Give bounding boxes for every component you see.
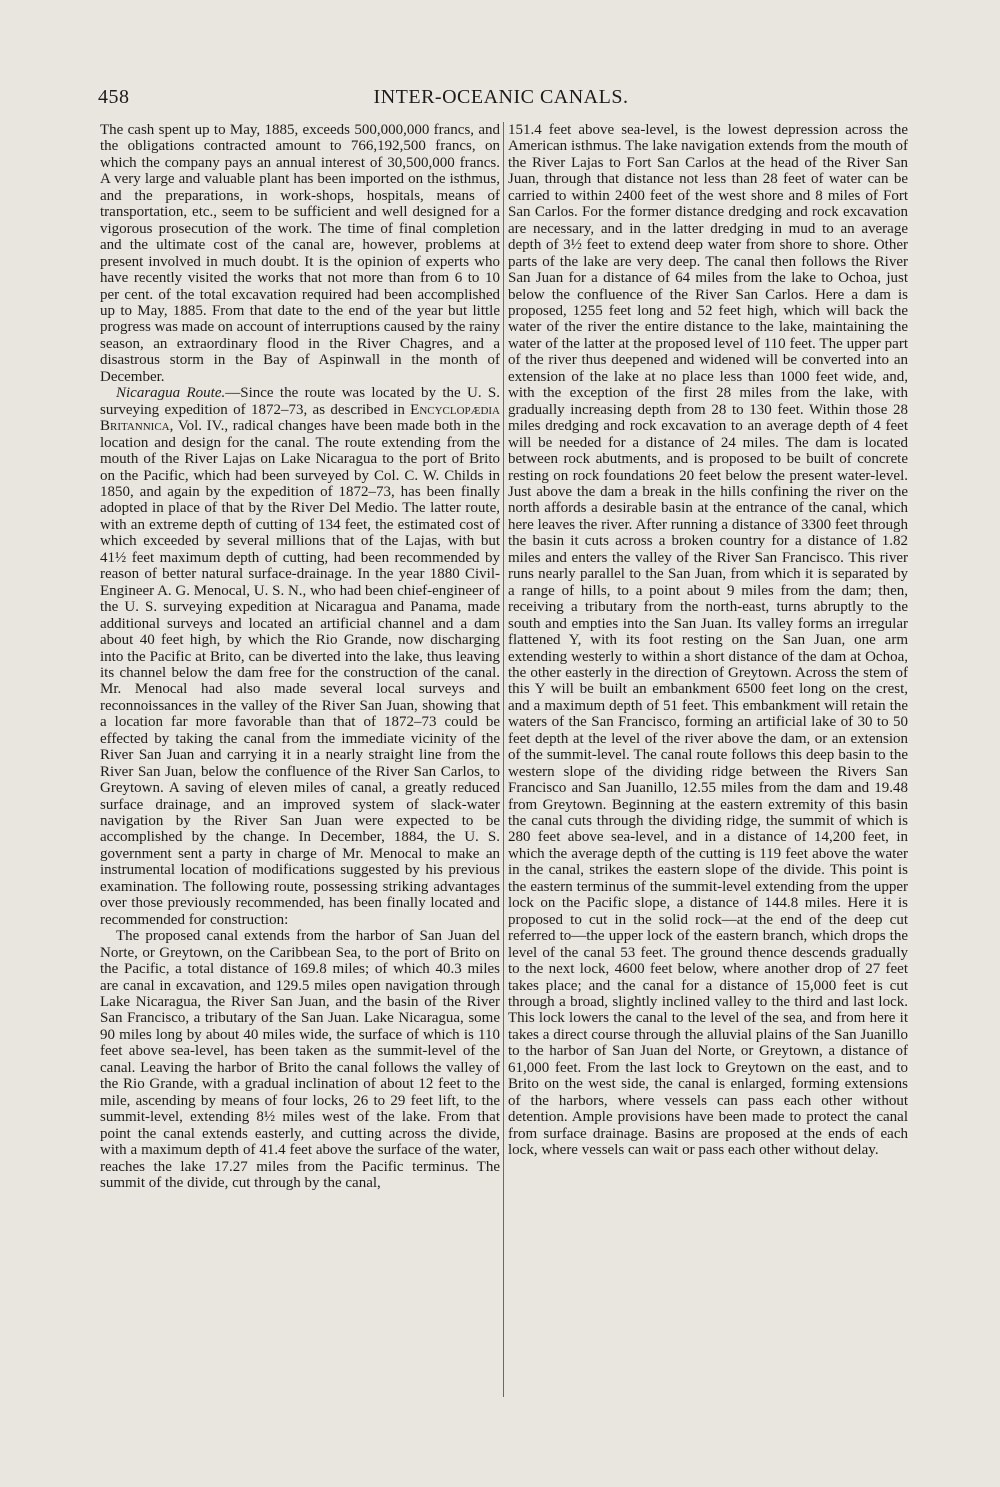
running-title: INTER-OCEANIC CANALS. <box>373 86 629 108</box>
paragraph-text-segment: —Since the route was located by the U. S. surveying expedition of 1872–73, as described in <box>100 385 500 418</box>
page-header <box>98 84 904 110</box>
paragraph-text-segment: , Vol. IV., radical changes have been made both in the location and design for the canal. The route extending from the mouth of the River Lajas on Lake Nicaragua to the port of Brito on the Pacific, which had been surveyed by Col. C. W. Childs in 1850, and again by the expedition of 1872–73, has been finally adopted in place of that by the River Del Medio. The latter route, with an extreme depth of cutting of 134 feet, the estimated cost of which exceeded by several millions that of the Lajas, with but 41½ feet maximum depth of cutting, had been recommended by reason of better natural surface-drainage. In the year 1880 Civil-Engineer A. G. Menocal, U. S. N., who had been chief-engineer of the U. S. surveying expedition at Nicaragua and Panama, made additional surveys and located an artificial channel and a dam about 40 feet high, by which the Rio Grande, now discharging into the Pacific at Brito, can be diverted into the lake, thus leaving its channel below the dam free for the construction of the canal. Mr. Menocal had also made several local surveys and reconnoissances in the valley of the River San Juan, showing that a location far more favorable than that of 1872–73 could be effected by taking the canal from the immediate vicinity of the River San Juan and carrying it in a nearly straight line from the River San Juan, below the confluence of the River San Carlos, to Greytown. A saving of eleven miles of canal, a greatly reduced surface drainage, and an improved system of slack-water navigation by the River San Juan were expected to be accomplished by the change. In December, 1884, the U. S. government sent a party in charge of Mr. Menocal to make an instrumental location of modifications suggested by his previous examination. The following route, possessing striking advantages over those previously recommended, has been finally located and recommended for construction: <box>100 418 500 928</box>
left-column <box>100 122 500 1402</box>
section-heading-nicaragua-route: Nicaragua Route. <box>116 385 226 402</box>
page-number: 458 <box>98 86 130 108</box>
paragraph-nicaragua-route <box>100 385 500 928</box>
encyclopaedia-reference: Encyclopædia Britannica <box>100 401 500 435</box>
column-divider <box>503 122 504 1397</box>
right-column <box>508 122 908 1402</box>
paragraph-proposed-canal: The proposed canal extends from the harbor of San Juan del Norte, or Greytown, on the Caribbean Sea, to the port of Brito on the Pacific, a total distance of 169.8 miles; of which 40.3 miles are canal in excavation, and 129.5 miles open navigation through Lake Nicaragua, the River San Juan, and the basin of the River San Francisco, a tributary of the San Juan. Lake Nicaragua, some 90 miles long by about 40 miles wide, the surface of which is 110 feet above sea-level, has been taken as the summit-level of the canal. Leaving the harbor of Brito the canal follows the valley of the Rio Grande, with a gradual inclination of about 12 feet to the mile, ascending by means of four locks, 26 to 29 feet lift, to the summit-level, extending 8½ miles west of the lake. From that point the canal extends easterly, and cutting across the divide, with a maximum depth of 41.4 feet above the surface of the water, reaches the lake 17.27 miles from the Pacific terminus. The summit of the divide, cut through by the canal, <box>100 928 500 1191</box>
paragraph-panama-cost: The cash spent up to May, 1885, exceeds 500,000,000 francs, and the obligations contracted amount to 766,192,500 francs, on which the company pays an annual interest of 30,500,000 francs. A very large and valuable plant has been imported on the isthmus, and the preparations, in work-shops, hospitals, means of transportation, etc., seem to be sufficient and well designed for a vigorous prosecution of the work. The time of final completion and the ultimate cost of the canal are, however, problems at present involved in much doubt. It is the opinion of experts who have recently visited the works that not more than from 6 to 10 per cent. of the total excavation required had been accomplished up to May, 1885. From that date to the end of the year but little progress was made on account of interruptions caused by the rainy season, an extraordinary flood in the River Chagres, and a disastrous storm in the Bay of Aspinwall in the month of December. <box>100 122 500 385</box>
paragraph-route-description: 151.4 feet above sea-level, is the lowest depression across the American isthmus. The lake navigation extends from the mouth of the River Lajas to Fort San Carlos at the head of the River San Juan, through that distance not less than 28 feet of water can be carried to within 2400 feet of the west shore and 8 miles of Fort San Carlos. For the former distance dredging and rock excavation are necessary, and in the latter dredging in mud to an average depth of 3½ feet to extend deep water from shore to shore. Other parts of the lake are very deep. The canal then follows the River San Juan for a distance of 64 miles from the lake to Ochoa, just below the confluence of the River San Carlos. Here a dam is proposed, 1255 feet long and 52 feet high, which will back the water of the river the entire distance to the lake, maintaining the water of the latter at the proposed level of 110 feet. The upper part of the river thus deepened and widened will be converted into an extension of the lake at no place less than 1000 feet wide, and, with the exception of the first 28 miles from the lake, with gradually increasing depth from 28 to 130 feet. Within those 28 miles dredging and rock excavation to an average depth of 4 feet will be needed for a distance of 24 miles. The dam is located between rock abutments, and is proposed to be built of concrete resting on rock foundations 20 feet below the present water-level. Just above the dam a break in the hills confining the river on the north affords a desirable basin at the entrance of the canal, which here leaves the river. After running a distance of 3300 feet through the basin it cuts across a broken country for a distance of 1.82 miles and enters the valley of the River San Francisco. This river runs nearly parallel to the San Juan, from which it is separated by a range of hills, to a point about 9 miles from the dam; then, receiving a tributary from the north-east, turns abruptly to the south and empties into the San Juan. Its valley forms an irregular flattened Y, with its foot resting on the San Juan, one arm extending westerly to within a short distance of the dam at Ochoa, the other easterly in the direction of Greytown. Across the stem of this Y will be built an embankment 6500 feet long on the crest, and a maximum depth of 51 feet. This embankment will retain the waters of the San Francisco, forming an artificial lake of 30 to 50 feet depth at the level of the river above the dam, or an extension of the summit-level. The canal route follows this deep basin to the western slope of the dividing ridge between the Rivers San Francisco and San Juanillo, 12.55 miles from the dam and 19.48 from Greytown. Beginning at the eastern extremity of this basin the canal cuts through the dividing ridge, the summit of which is 280 feet above sea-level, and in a distance of 14,200 feet, in which the average depth of the cutting is 119 feet above the water in the canal, strikes the eastern slope of the divide. This point is the eastern terminus of the summit-level extending from the upper lock on the Pacific slope, a distance of 144.8 miles. Here it is proposed to cut in the solid rock—at the end of the deep cut referred to—the upper lock of the eastern branch, which drops the level of the canal 53 feet. The ground thence descends gradually to the next lock, 4600 feet below, where another drop of 27 feet takes place; and the canal for a distance of 15,000 feet is cut through a broad, slightly inclined valley to the third and last lock. This lock lowers the canal to the level of the sea, and from here it takes a direct course through the alluvial plains of the San Juanillo to the harbor of San Juan del Norte, or Greytown, a distance of 61,000 feet. From the last lock to Greytown on the east, and to Brito on the west side, the canal is enlarged, forming extensions of the harbors, where vessels can pass each other without detention. Ample provisions have been made to protect the canal from surface drainage. Basins are proposed at the ends of each lock, where vessels can wait or pass each other without delay. <box>508 122 908 1159</box>
